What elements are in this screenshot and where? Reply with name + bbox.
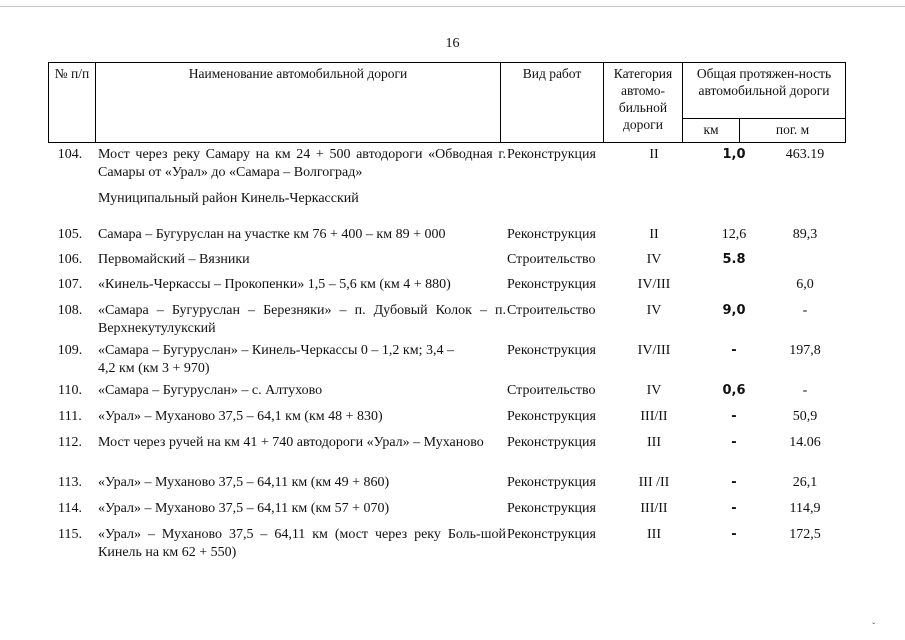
road-category: IV/III xyxy=(637,277,671,292)
header-category: Категория автомо-бильной дороги xyxy=(604,63,683,143)
length-pog-m: 89,3 xyxy=(792,227,818,242)
work-type: Строительство xyxy=(507,252,596,267)
length-pog-m: 114,9 xyxy=(789,501,821,516)
row-number: 114. xyxy=(58,501,82,516)
row-number: 110. xyxy=(58,383,82,398)
header-total-length: Общая протяжен-ность автомобильной дороги xyxy=(683,63,846,119)
work-type: Реконструкция xyxy=(507,277,596,292)
length-pog-m: 172,5 xyxy=(789,527,821,542)
length-km: 9,0 xyxy=(722,303,746,318)
work-type: Реконструкция xyxy=(507,227,596,242)
row-number: 104. xyxy=(57,147,83,162)
row-number: 105. xyxy=(57,227,83,242)
work-type: Реконструкция xyxy=(507,501,596,516)
header-road-name: Наименование автомобильной дороги xyxy=(96,63,501,143)
work-type: Строительство xyxy=(507,383,596,398)
road-category: III xyxy=(647,527,661,542)
length-pog-m: 463.19 xyxy=(785,147,825,162)
header-km: км xyxy=(683,119,740,143)
length-pog-m: 50,9 xyxy=(792,409,818,424)
header-work-type: Вид работ xyxy=(501,63,604,143)
header-num: № п/п xyxy=(49,63,96,143)
row-number: 112. xyxy=(58,435,82,450)
road-name: «Урал» – Муханово 37,5 – 64,11 км (км 49 + 860) xyxy=(98,475,390,490)
road-name: Самара – Бугуруслан на участке км 76 + 400 – км 89 + 000 xyxy=(98,227,446,242)
road-name: Первомайский – Вязники xyxy=(98,252,250,267)
header-pog-m: пог. м xyxy=(740,119,846,143)
length-km: 12,6 xyxy=(721,227,747,242)
scan-mark: ˇ xyxy=(872,622,876,633)
length-pog-m: 197,8 xyxy=(789,343,821,358)
road-name: «Самара – Бугуруслан» – с. Алтухово xyxy=(98,383,323,398)
length-km: - xyxy=(731,343,737,358)
road-category: III/II xyxy=(640,409,668,424)
work-type: Реконструкция xyxy=(507,409,596,424)
length-pog-m: 14.06 xyxy=(789,435,821,450)
road-name: «Урал» – Муханово 37,5 – 64,11 км (мост через реку Боль-шой Кинель на км 62 + 550) xyxy=(98,527,506,560)
length-km: - xyxy=(731,501,737,516)
length-km: - xyxy=(731,527,737,542)
road-category: IV/III xyxy=(637,343,671,358)
row-number: 106. xyxy=(57,252,83,267)
work-type: Реконструкция xyxy=(507,147,596,162)
road-category: IV xyxy=(646,303,662,318)
road-category: III/II xyxy=(640,501,668,516)
length-km: - xyxy=(731,435,737,450)
table-header xyxy=(48,62,846,143)
row-number: 108. xyxy=(57,303,83,318)
road-category: IV xyxy=(646,252,662,267)
length-km: - xyxy=(731,475,737,490)
section-title: Муниципальный район Кинель-Черкасский xyxy=(98,191,359,206)
length-pog-m: - xyxy=(802,303,808,318)
road-name: «Самара – Бугуруслан» – Кинель-Черкассы 0 – 1,2 км; 3,4 – 4,2 км (км 3 + 970) xyxy=(98,343,454,376)
length-km: 5.8 xyxy=(722,252,746,267)
row-number: 109. xyxy=(57,343,83,358)
row-number: 107. xyxy=(57,277,83,292)
work-type: Реконструкция xyxy=(507,527,596,542)
road-category: II xyxy=(649,147,659,162)
road-category: III xyxy=(647,435,661,450)
row-number: 113. xyxy=(58,475,82,490)
row-number: 111. xyxy=(58,409,82,424)
page-number: 16 xyxy=(445,36,460,51)
length-km: 0,6 xyxy=(722,383,746,398)
row-number: 115. xyxy=(58,527,82,542)
work-type: Реконструкция xyxy=(507,343,596,358)
length-km: - xyxy=(731,409,737,424)
road-name: «Кинель-Черкассы – Прокопенки» 1,5 – 5,6 км (км 4 + 880) xyxy=(98,277,451,292)
road-category: IV xyxy=(646,383,662,398)
road-name: «Урал» – Муханово 37,5 – 64,11 км (км 57 + 070) xyxy=(98,501,390,516)
work-type: Реконструкция xyxy=(507,435,596,450)
work-type: Реконструкция xyxy=(507,475,596,490)
scan-edge-line xyxy=(0,6,905,7)
road-category: III /II xyxy=(638,475,670,490)
road-name: Мост через ручей на км 41 + 740 автодороги «Урал» – Муханово xyxy=(98,435,484,450)
work-type: Строительство xyxy=(507,303,596,318)
road-name: «Урал» – Муханово 37,5 – 64,1 км (км 48 + 830) xyxy=(98,409,383,424)
length-pog-m: 6,0 xyxy=(796,277,814,292)
length-pog-m: - xyxy=(802,383,808,398)
road-category: II xyxy=(649,227,659,242)
length-km: 1,0 xyxy=(722,147,746,162)
road-name: Мост через реку Самару на км 24 + 500 автодороги «Обводная г. Самары от «Урал» до «Самара – Волгоград» xyxy=(98,147,506,180)
length-pog-m: 26,1 xyxy=(792,475,818,490)
road-name: «Самара – Бугуруслан – Березняки» – п. Дубовый Колок – п. Верхнекутулукский xyxy=(98,303,506,336)
